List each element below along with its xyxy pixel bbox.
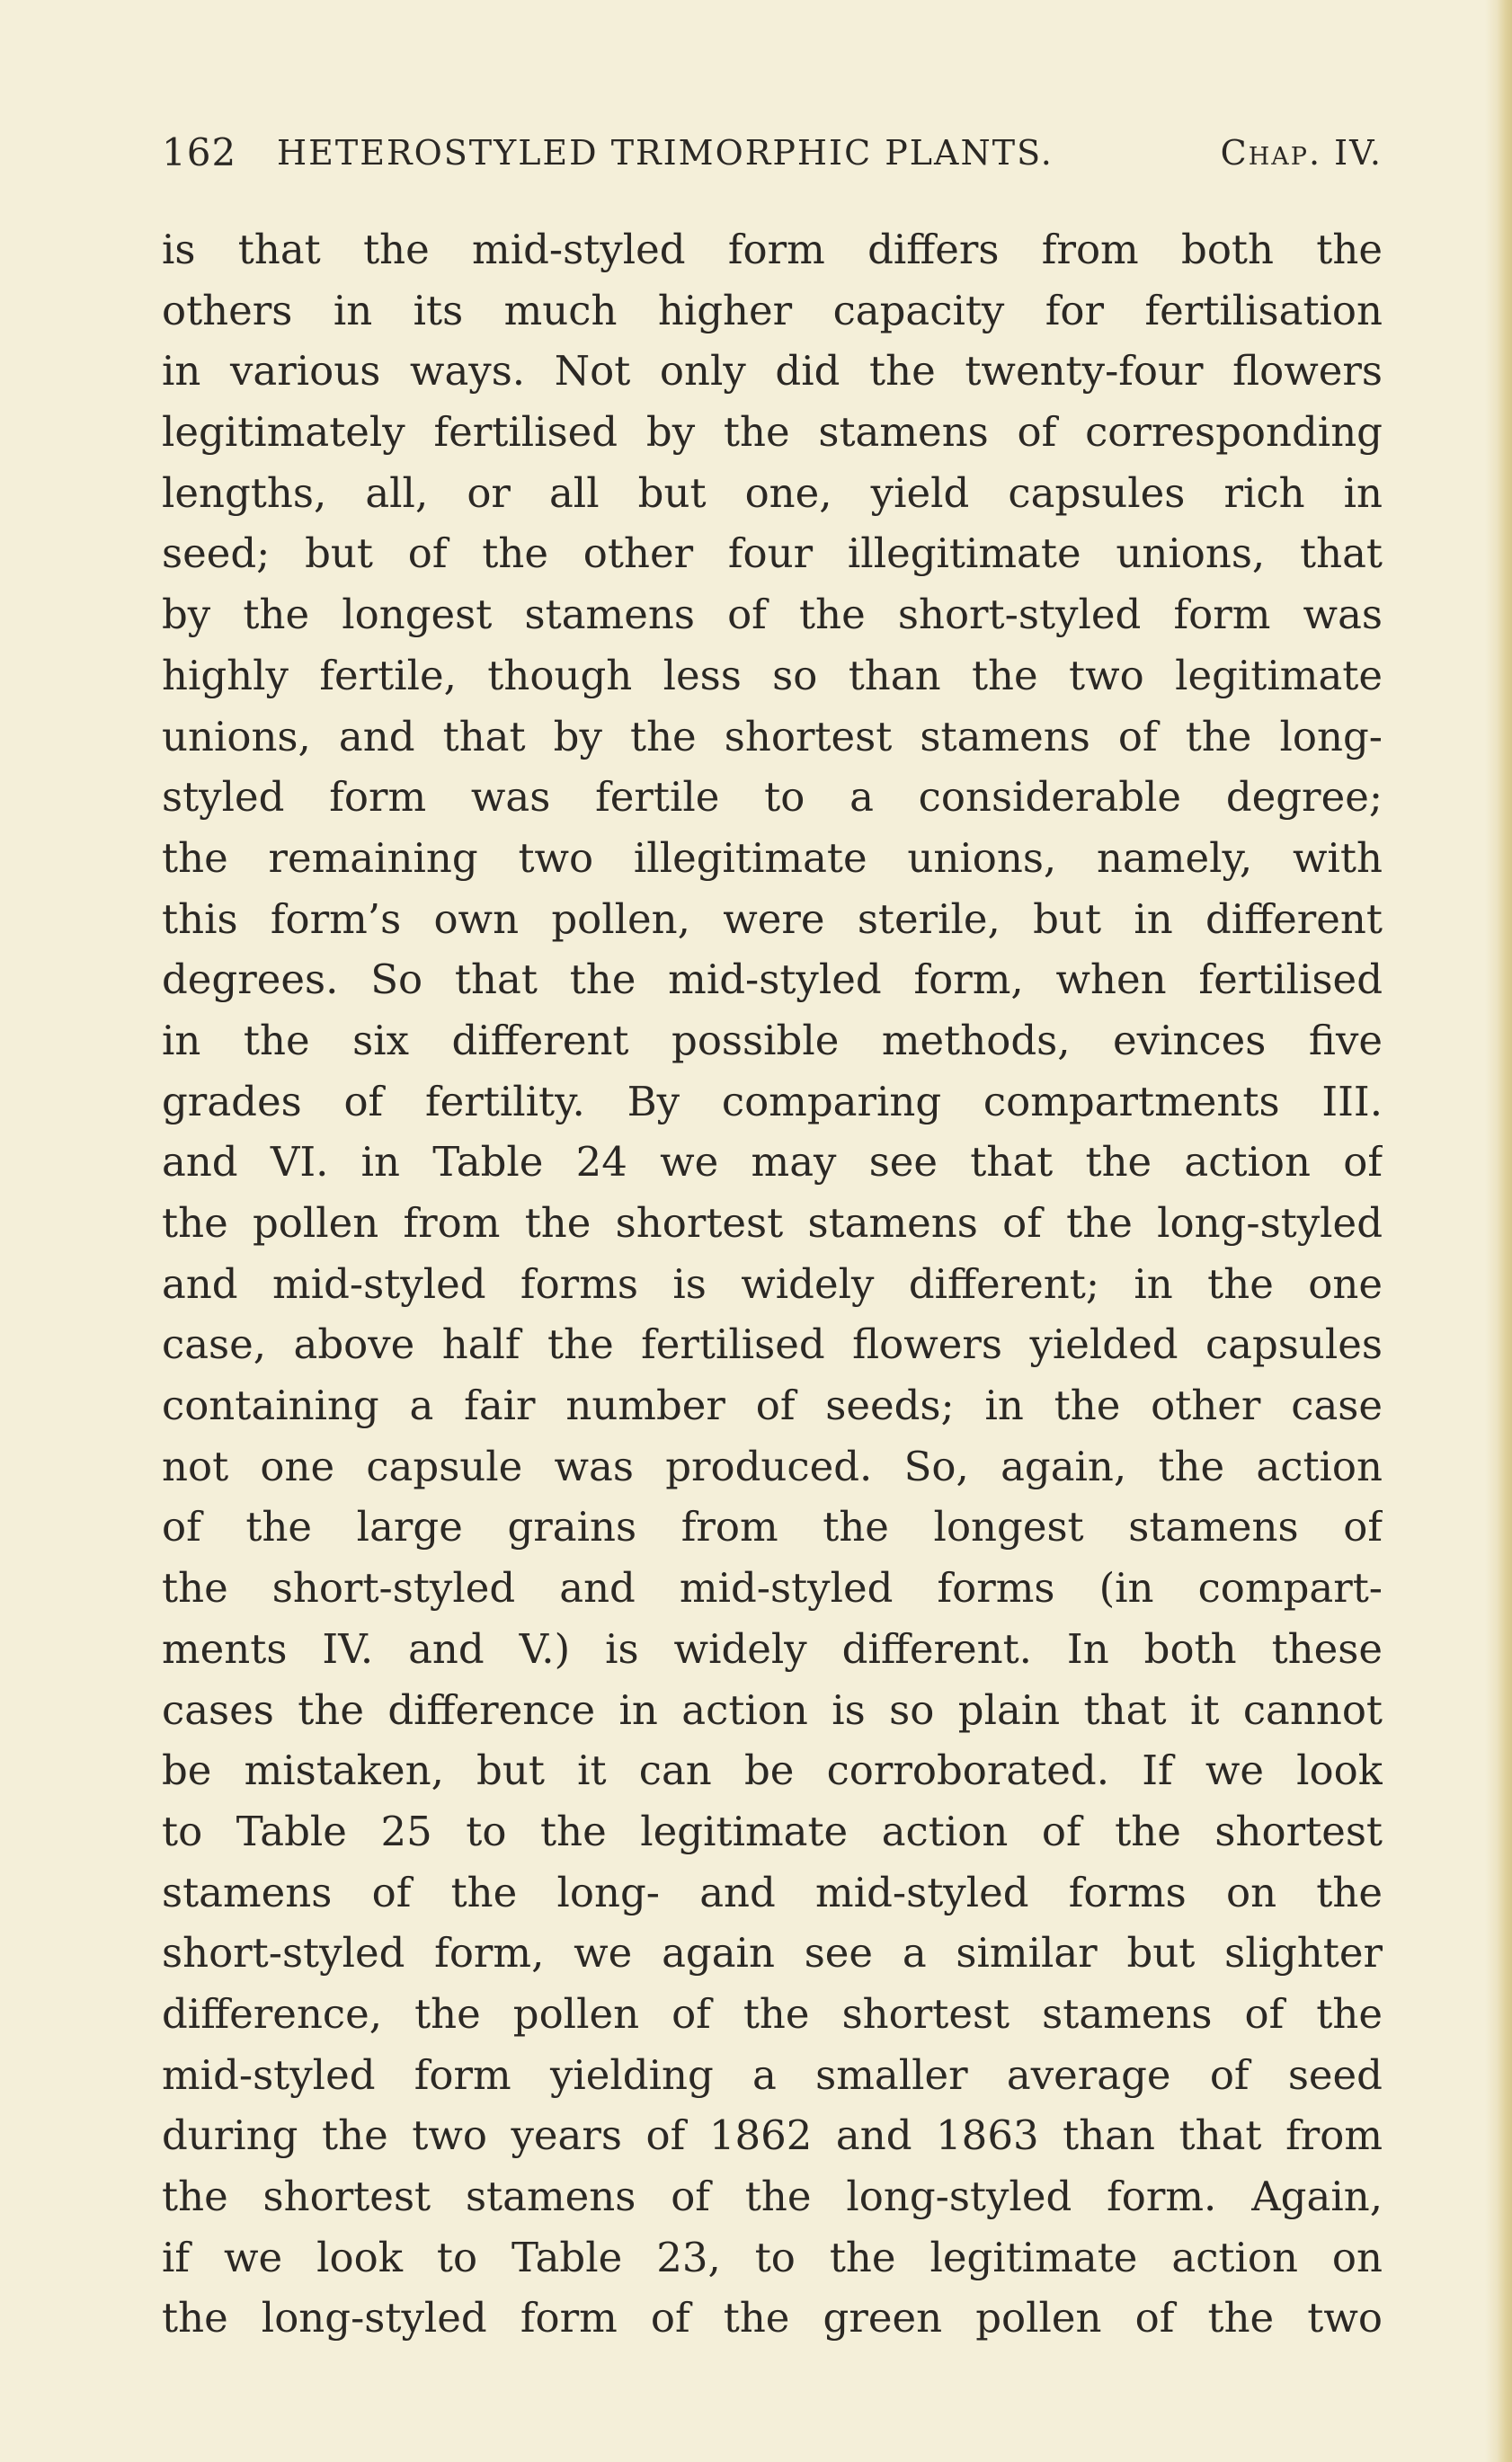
text-line: the pollen from the shortest stamens of the long-styled — [162, 1199, 1383, 1247]
text-line: this form’s own pollen, were sterile, but in different — [162, 894, 1383, 943]
text-line: in the six different possible methods, evinces five — [162, 1016, 1383, 1064]
text-line: seed; but of the other four illegitimate unions, that — [162, 529, 1383, 578]
text-line: grades of fertility. By comparing compartments III. — [162, 1077, 1383, 1125]
text-line: to Table 25 to the legitimate action of the shortest — [162, 1807, 1383, 1855]
text-line: lengths, all, or all but one, yield capsules rich in — [162, 468, 1383, 517]
text-line: unions, and that by the shortest stamens of the long- — [162, 712, 1383, 760]
text-line: mid-styled form yielding a smaller average of seed — [162, 2050, 1383, 2099]
body-text — [162, 219, 1383, 2349]
text-line: the long-styled form of the green pollen of the two — [162, 2294, 1383, 2342]
text-line: ments IV. and V.) is widely different. In both these — [162, 1624, 1383, 1673]
text-line: of the large grains from the longest stamens of — [162, 1503, 1383, 1551]
text-line: the shortest stamens of the long-styled form. Again, — [162, 2173, 1383, 2220]
text-line: stamens of the long- and mid-styled forms on the — [162, 1868, 1383, 1916]
running-title: HETEROSTYLED TRIMORPHIC PLANTS. — [277, 133, 1054, 173]
text-line: is that the mid-styled form differs from both the — [162, 226, 1383, 273]
text-line: legitimately fertilised by the stamens of corresponding — [162, 408, 1383, 457]
text-line: the remaining two illegitimate unions, namely, with — [162, 833, 1383, 882]
text-line: containing a fair number of seeds; in the other case — [162, 1382, 1383, 1430]
text-line: cases the difference in action is so plain that it cannot — [162, 1685, 1383, 1734]
text-line: if we look to Table 23, to the legitimate action on — [162, 2233, 1383, 2281]
text-line: case, above half the fertilised flowers yielded capsules — [162, 1320, 1383, 1369]
text-line: in various ways. Not only did the twenty-four flowers — [162, 347, 1383, 396]
text-line: styled form was fertile to a considerable degree; — [162, 773, 1383, 822]
page-number: 162 — [162, 130, 237, 174]
running-header — [162, 124, 1383, 182]
text-line: the short-styled and mid-styled forms (in compart- — [162, 1564, 1383, 1613]
text-line: highly fertile, though less so than the two legitimate — [162, 651, 1383, 699]
page-edge-shadow — [1485, 0, 1512, 2462]
text-line: during the two years of 1862 and 1863 than that from — [162, 2111, 1383, 2160]
text-line: not one capsule was produced. So, again, the action — [162, 1442, 1383, 1490]
text-line: by the longest stamens of the short-styled form was — [162, 591, 1383, 639]
text-line: and VI. in Table 24 we may see that the action of — [162, 1138, 1383, 1187]
text-line: difference, the pollen of the shortest stamens of the — [162, 1989, 1383, 2038]
text-line: be mistaken, but it can be corroborated. If we look — [162, 1747, 1383, 1795]
text-line: others in its much higher capacity for fertilisation — [162, 286, 1383, 334]
chapter-label: Chap. IV. — [1220, 133, 1383, 173]
text-line: short-styled form, we again see a similar but slighter — [162, 1929, 1383, 1978]
text-line: degrees. So that the mid-styled form, when fertilised — [162, 955, 1383, 1004]
text-line: and mid-styled forms is widely different; in the one — [162, 1259, 1383, 1308]
